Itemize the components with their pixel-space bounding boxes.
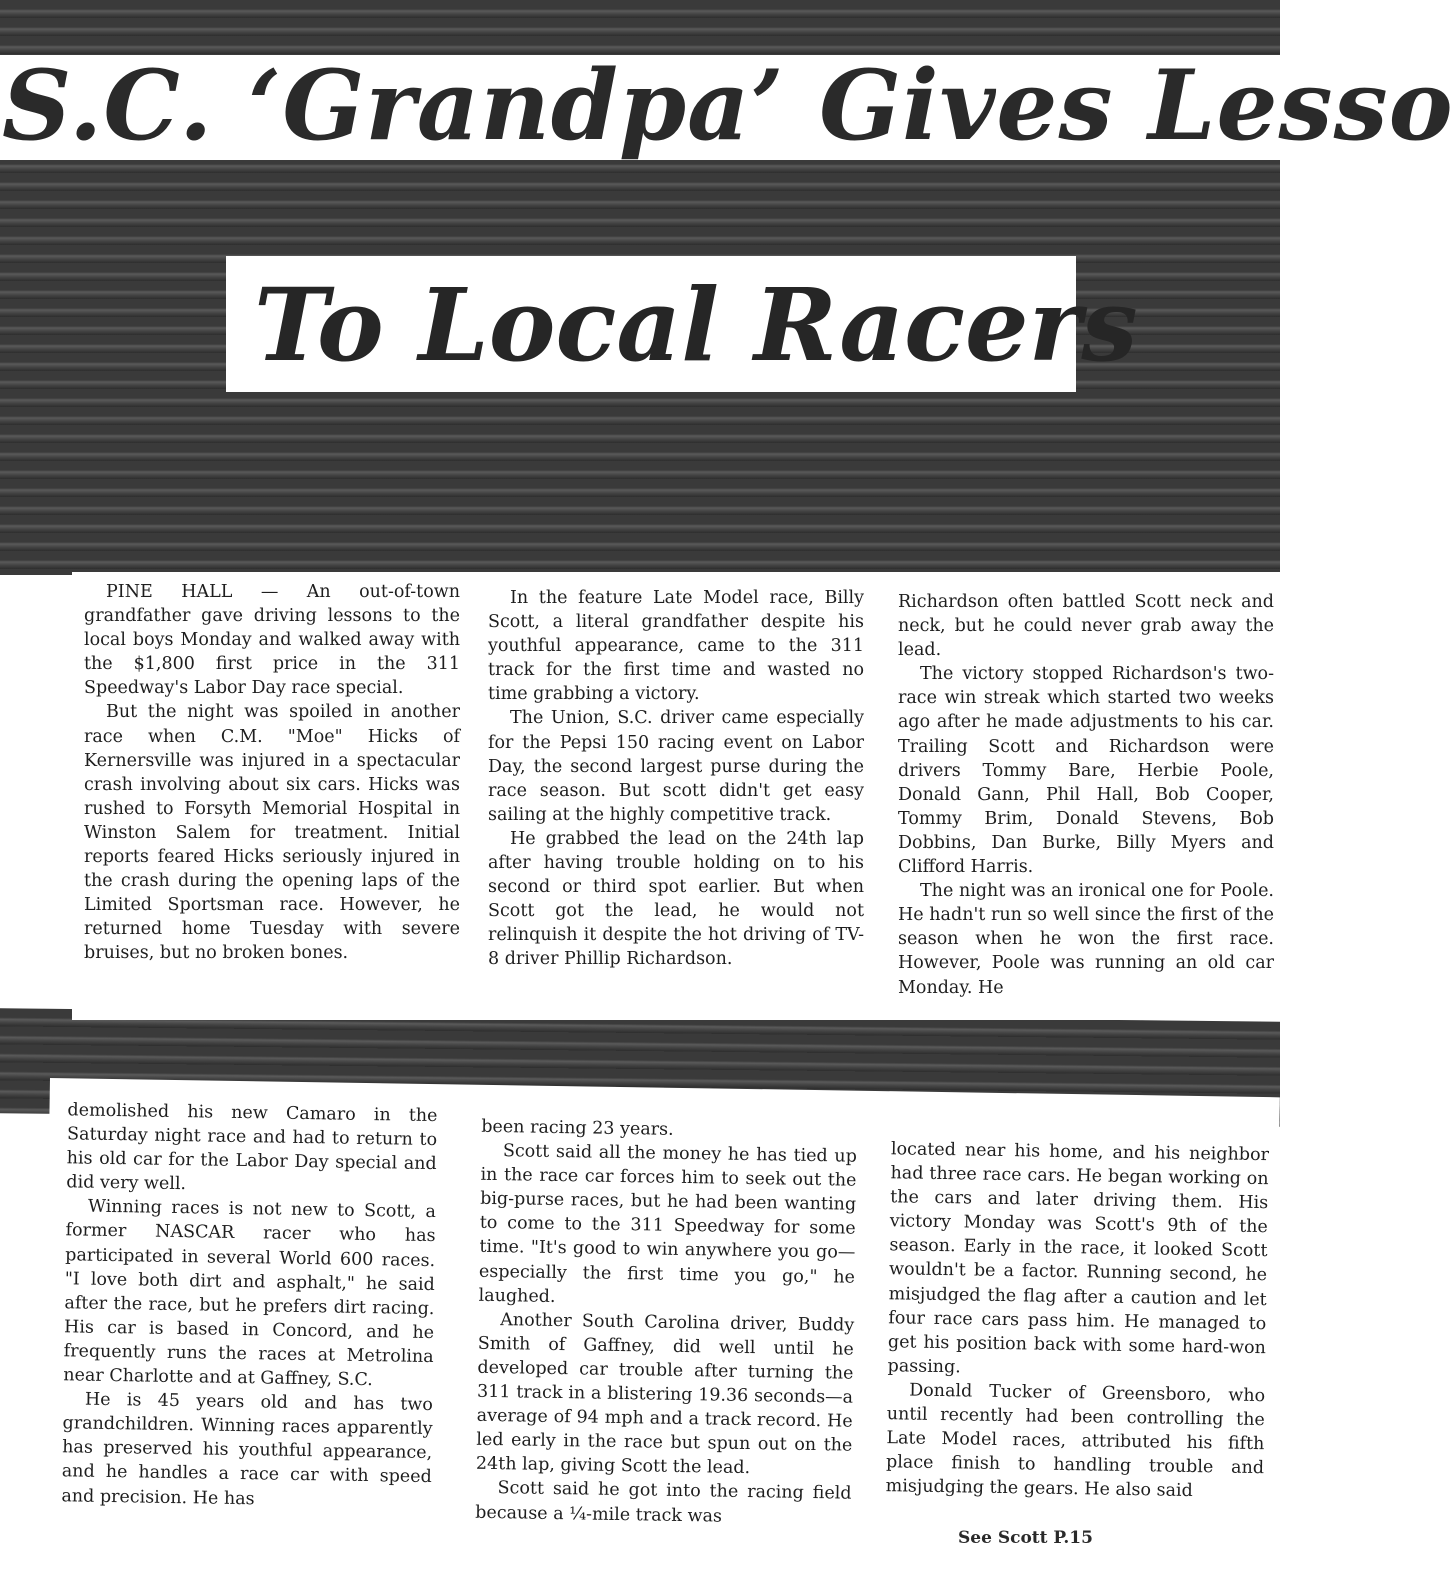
article-column-3 bbox=[898, 590, 1274, 1000]
paragraph: In the feature Late Model race, Billy Scott, a literal grandfather despite his youthful appearance, came to the 311 track for the first time and wasted no time grabbing a victory. bbox=[488, 588, 864, 705]
paragraph: The night was an ironical one for Poole. He hadn't run so well since the first of the season when he won the first race. However, Poole was running an old car Monday. He bbox=[898, 881, 1274, 998]
paragraph: Scott said he got into the racing field because a ¼-mile track was bbox=[475, 1478, 852, 1527]
paragraph-continued: demolished his new Camaro in the Saturday night race and had to return to his old car for the Labor Day special and did very well. bbox=[66, 1100, 438, 1195]
headline-line-1 bbox=[0, 49, 1454, 162]
headline-text-1: S.C. ‘Grandpa’ Gives Lesso bbox=[2, 49, 1454, 162]
paragraph: He grabbed the lead on the 24th lap after having trouble holding on to his second or third spot earlier. But when Scott got the lead, he would not relinquish it despite the hot driving of TV-8 driver Phillip Richardson. bbox=[488, 828, 864, 970]
paragraph: PINE HALL — An out-of-town grandfather gave driving lessons to the local boys Monday and walked away with the $1,800 first price in the 311 Speedway's Labor Day race special. bbox=[84, 582, 460, 699]
article-column-4 bbox=[61, 1098, 437, 1513]
article-column-2 bbox=[488, 586, 864, 972]
article-lower-block bbox=[42, 1078, 1279, 1584]
paragraph: Donald Tucker of Greensboro, who until recently had been controlling the Late Model races, attributed his fifth place finish to handling trouble and misjudging the gears. He also said bbox=[885, 1380, 1266, 1502]
paragraph: Scott said all the money he has tied up in the race car forces him to seek out the big-purse races, but he had been wanting to come to the 311 Speedway for some time. "It's good to win anywhere you go—especially the first time you go," he laughed. bbox=[478, 1141, 858, 1307]
paragraph-continued: been racing 23 years. bbox=[481, 1116, 674, 1140]
paragraph: He is 45 years old and has two grandchildren. Winning races apparently has preserved his youthful appearance, and he handles a race car with speed and precision. He has bbox=[61, 1389, 434, 1509]
paragraph-continued: located near his home, and his neighbor had three race cars. He began working on the cars and later driving them. His victory Monday was Scott's 9th of the season. Early in the race, it looked Scott wouldn't be a factor. Running second, he misjudged the flag after a caution and let four race cars pass him. He managed to get his position back with some hard-won passing. bbox=[887, 1139, 1270, 1378]
paragraph: Another South Carolina driver, Buddy Smith of Gaffney, did well until he developed car trouble after turning the 311 track in a blistering 19.36 seconds—a average of 94 mph and a track record. He led early in the race but spun out on the 24th lap, giving Scott the lead. bbox=[475, 1309, 855, 1479]
headline-line-2 bbox=[226, 256, 1138, 392]
paragraph: Winning races is not new to Scott, a former NASCAR racer who has participated in several World 600 races. "I love both dirt and asphalt," he said after the race, but he prefers dirt racing. His car is based in Concord, and he frequently runs the races at Metrolina near Charlotte and at Gaffney, S.C. bbox=[63, 1196, 437, 1391]
paragraph: The Union, S.C. driver came especially for the Pepsi 150 racing event on Labor Day, the second largest purse during the race season. But scott didn't get easy sailing at the highly competitive track. bbox=[488, 708, 864, 825]
article-column-1 bbox=[84, 580, 460, 966]
article-column-5 bbox=[475, 1115, 857, 1530]
article-upper-block bbox=[72, 572, 1280, 1020]
paragraph: The victory stopped Richardson's two-race win streak which started two weeks ago after he made adjustments to his car. Trailing Scott and Richardson were drivers Tommy Bare, Herbie Poole, Donald Gann, Phil Hall, Bob Cooper, Tommy Brim, Donald Stevens, Bob Dobbins, Dan Burke, Billy Myers and Clifford Harris. bbox=[898, 664, 1274, 878]
article-column-6 bbox=[885, 1137, 1269, 1504]
paragraph: But the night was spoiled in another race when C.M. "Moe" Hicks of Kernersville was injured in a spectacular crash involving about six cars. Hicks was rushed to Forsyth Memorial Hospital in Winston Salem for treatment. Initial reports feared Hicks seriously injured in the crash during the opening laps of the Limited Sportsman race. However, he returned home Tuesday with severe bruises, but no broken bones. bbox=[84, 702, 460, 964]
headline-text-2: To Local Racers bbox=[254, 266, 1138, 384]
paragraph-continued: Richardson often battled Scott neck and neck, but he could never grab away the lead. bbox=[898, 592, 1274, 661]
jump-line: See Scott P.15 bbox=[958, 1528, 1093, 1548]
